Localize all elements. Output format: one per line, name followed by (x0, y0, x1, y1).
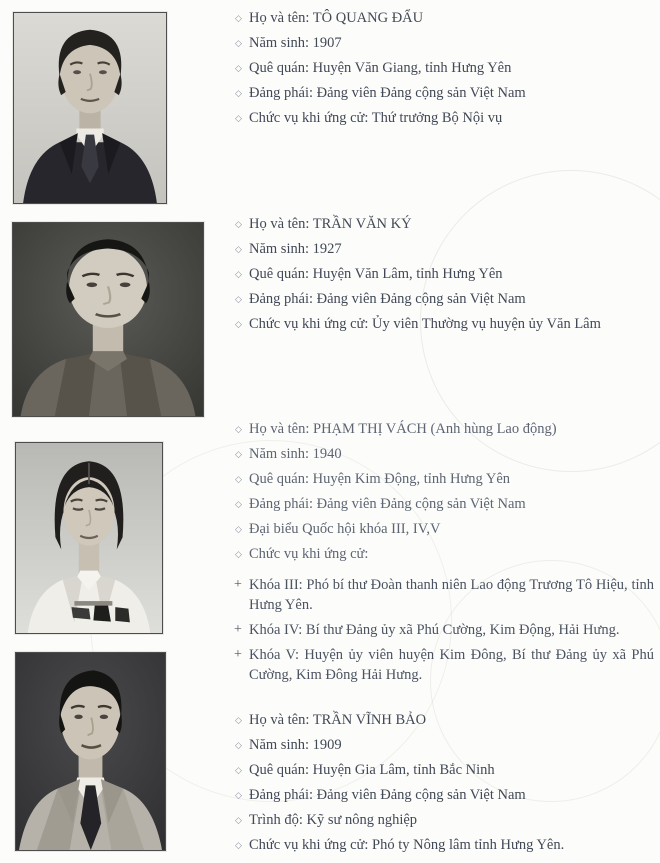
field-row (234, 6, 654, 31)
portrait-man-light-suit-icon (16, 653, 165, 850)
field-text: Khóa V: Huyện ủy viên huyện Kim Đông, Bí thư Đảng ủy xã Phú Cường, Kim Đông Hải Hưng. (249, 647, 654, 683)
field-text: Chức vụ khi ứng cử: Thứ trưởng Bộ Nội vụ (249, 110, 503, 126)
diamond-bullet-icon: ◇ (235, 38, 242, 48)
plus-bullet-icon: + (234, 622, 242, 637)
profile-fields-tran-vinh-bao (234, 708, 654, 858)
portrait-photo-tran-van-ky (12, 222, 204, 417)
field-row (234, 708, 654, 733)
field-row (234, 237, 654, 262)
portrait-photo-to-quang-dau (13, 12, 167, 204)
term-row-khoa-iii (234, 575, 654, 615)
diamond-bullet-icon: ◇ (235, 790, 242, 800)
diamond-bullet-icon: ◇ (235, 269, 242, 279)
field-text: Năm sinh: 1940 (249, 446, 342, 462)
field-text: Chức vụ khi ứng cử: Ủy viên Thường vụ huyện ủy Văn Lâm (249, 316, 601, 332)
term-row-khoa-iv (234, 620, 654, 640)
portrait-man-dark-suit-icon (14, 13, 166, 203)
field-row (234, 442, 654, 467)
field-row (234, 312, 654, 337)
diamond-bullet-icon: ◇ (235, 549, 242, 559)
field-row (234, 492, 654, 517)
portrait-photo-pham-thi-vach (15, 442, 163, 634)
diamond-bullet-icon: ◇ (235, 449, 242, 459)
field-row (234, 758, 654, 783)
plus-bullet-icon: + (234, 647, 242, 662)
portrait-photo-tran-vinh-bao (15, 652, 166, 851)
diamond-bullet-icon: ◇ (235, 219, 242, 229)
diamond-bullet-icon: ◇ (235, 244, 242, 254)
field-text: Họ và tên: TÔ QUANG ĐẨU (249, 10, 424, 26)
field-text: Khóa III: Phó bí thư Đoàn thanh niên Lao động Trương Tô Hiệu, tỉnh Hưng Yên. (249, 577, 654, 613)
diamond-bullet-icon: ◇ (235, 740, 242, 750)
diamond-bullet-icon: ◇ (235, 13, 242, 23)
field-text: Đảng phái: Đảng viên Đảng cộng sản Việt Nam (249, 291, 526, 307)
profile-fields-pham-thi-vach (234, 417, 654, 685)
field-row (234, 467, 654, 492)
profile-fields-to-quang-dau (234, 6, 654, 131)
field-row (234, 106, 654, 131)
field-row (234, 783, 654, 808)
diamond-bullet-icon: ◇ (235, 88, 242, 98)
diamond-bullet-icon: ◇ (235, 499, 242, 509)
field-row (234, 212, 654, 237)
profile-fields-tran-van-ky (234, 212, 654, 337)
field-text: Chức vụ khi ứng cử: (249, 546, 369, 562)
field-row (234, 262, 654, 287)
field-text: Năm sinh: 1909 (249, 737, 342, 753)
field-text: Họ và tên: TRẦN VĂN KÝ (249, 216, 412, 232)
field-text: Đảng phái: Đảng viên Đảng cộng sản Việt Nam (249, 85, 526, 101)
diamond-bullet-icon: ◇ (235, 319, 242, 329)
portrait-woman-medals-icon (16, 443, 162, 633)
field-row (234, 517, 654, 542)
field-text: Khóa IV: Bí thư Đảng ủy xã Phú Cường, Kim Động, Hải Hưng. (249, 622, 620, 638)
field-row (234, 542, 654, 567)
field-text: Đảng phái: Đảng viên Đảng cộng sản Việt Nam (249, 496, 526, 512)
term-row-khoa-v (234, 645, 654, 685)
diamond-bullet-icon: ◇ (235, 474, 242, 484)
plus-bullet-icon: + (234, 577, 242, 592)
field-text: Quê quán: Huyện Văn Lâm, tỉnh Hưng Yên (249, 266, 503, 282)
field-text: Họ và tên: PHẠM THỊ VÁCH (Anh hùng Lao động) (249, 421, 557, 437)
field-row (234, 56, 654, 81)
field-text: Năm sinh: 1927 (249, 241, 342, 257)
field-row (234, 733, 654, 758)
diamond-bullet-icon: ◇ (235, 840, 242, 850)
diamond-bullet-icon: ◇ (235, 815, 242, 825)
diamond-bullet-icon: ◇ (235, 63, 242, 73)
field-text: Quê quán: Huyện Văn Giang, tỉnh Hưng Yên (249, 60, 512, 76)
field-text: Đảng phái: Đảng viên Đảng cộng sản Việt Nam (249, 787, 526, 803)
field-row (234, 417, 654, 442)
field-text: Đại biểu Quốc hội khóa III, IV,V (249, 521, 441, 537)
field-row (234, 808, 654, 833)
field-row (234, 287, 654, 312)
diamond-bullet-icon: ◇ (235, 715, 242, 725)
field-row (234, 31, 654, 56)
diamond-bullet-icon: ◇ (235, 424, 242, 434)
field-row (234, 81, 654, 106)
field-text: Quê quán: Huyện Gia Lâm, tỉnh Bắc Ninh (249, 762, 495, 778)
diamond-bullet-icon: ◇ (235, 765, 242, 775)
portrait-young-man-jacket-icon (13, 223, 203, 416)
field-text: Họ và tên: TRẦN VĨNH BẢO (249, 712, 427, 728)
field-text: Năm sinh: 1907 (249, 35, 342, 51)
diamond-bullet-icon: ◇ (235, 294, 242, 304)
field-text: Chức vụ khi ứng cử: Phó ty Nông lâm tỉnh Hưng Yên. (249, 837, 565, 853)
field-row (234, 833, 654, 858)
field-text: Quê quán: Huyện Kim Động, tỉnh Hưng Yên (249, 471, 511, 487)
diamond-bullet-icon: ◇ (235, 524, 242, 534)
field-text: Trình độ: Kỹ sư nông nghiệp (249, 812, 418, 828)
diamond-bullet-icon: ◇ (235, 113, 242, 123)
